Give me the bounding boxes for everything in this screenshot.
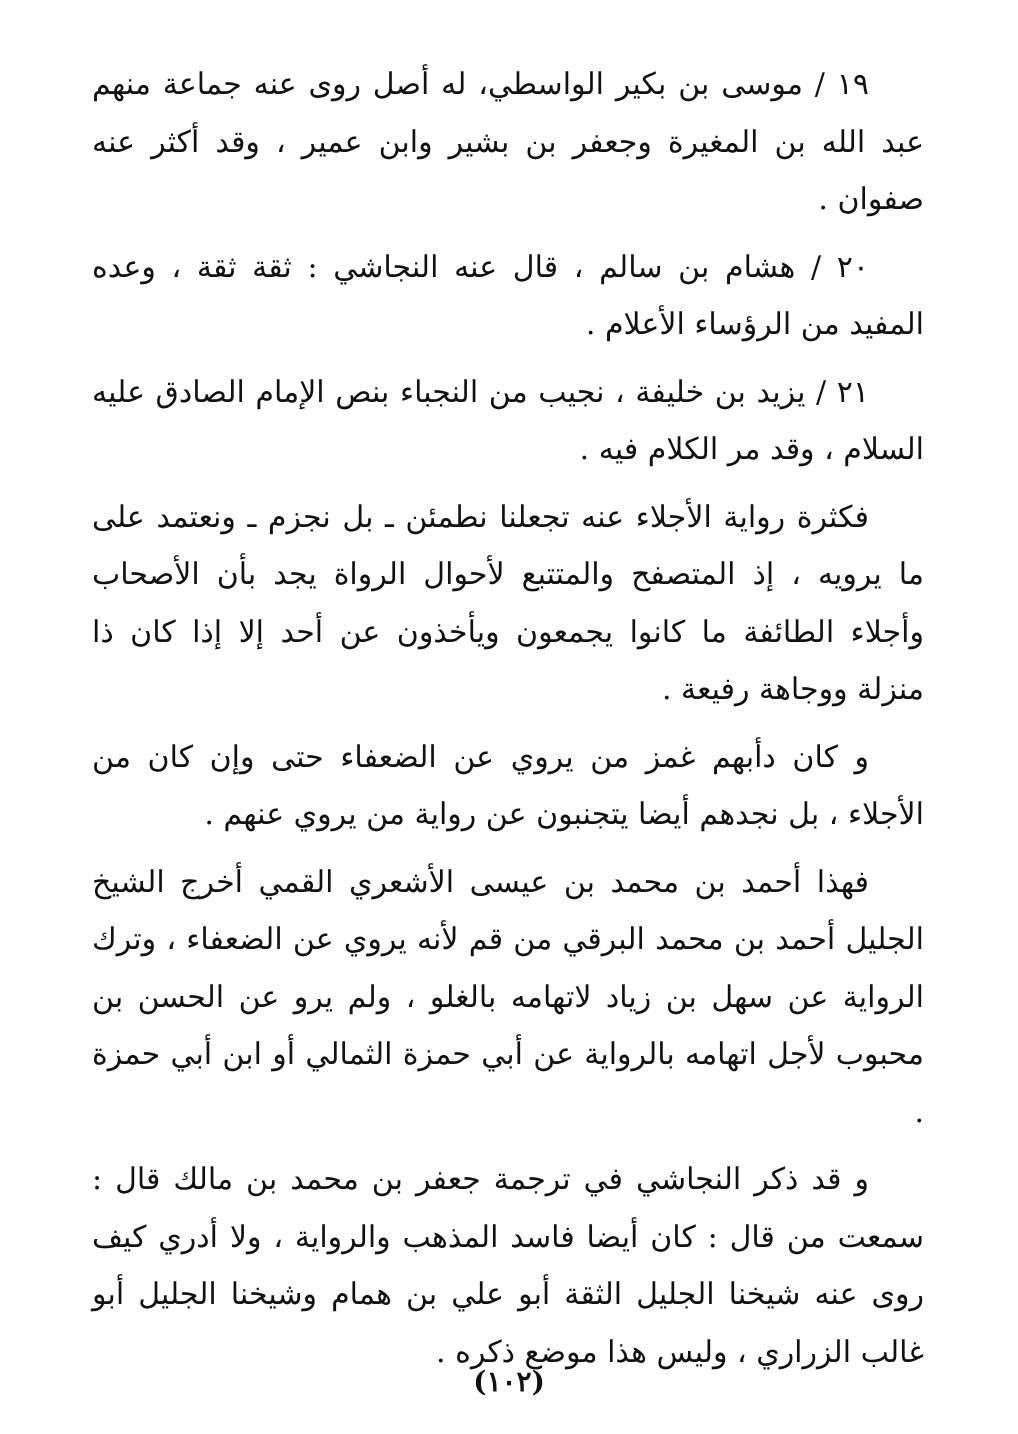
paragraph-entry-19: ١٩ / موسى بن بكير الواسطي، له أصل روى عنه جماعة منهم عبد الله بن المغيرة وجعفر بن بشير وابن عمير ، وقد أكثر عنه صفوان .: [92, 67, 924, 217]
paragraph-narration-reliability: فكثرة رواية الأجلاء عنه تجعلنا نطمئن ـ بل نجزم ـ ونعتمد على ما يرويه ، إذ المتصفح والمتتبع لأحوال الرواة يجد بأن الأصحاب وأجلاء الطائفة ما كانوا يجمعون ويأخذون عن أحد إلا إذا كان ذا منزلة ووجاهة رفيعة .: [92, 499, 924, 707]
paragraph-weak-narrators: و كان دأبهم غمز من يروي عن الضعفاء حتى وإن كان من الأجلاء ، بل نجدهم أيضا يتجنبون عن رواية من يروي عنهم .: [92, 739, 924, 832]
paragraph-entry-20: ٢٠ / هشام بن سالم ، قال عنه النجاشي : ثقة ثقة ، وعده المفيد من الرؤساء الأعلام .: [92, 249, 924, 342]
page-body: [92, 56, 924, 1391]
paragraph-najashi-note: و قد ذكر النجاشي في ترجمة جعفر بن محمد بن مالك قال : سمعت من قال : كان أيضا فاسد المذهب والرواية ، ولا أدري كيف روى عنه شيخنا الجليل الثقة أبو علي بن همام وشيخنا الجليل أبو غالب الزراري ، وليس هذا موضع ذكره .: [92, 1162, 924, 1370]
paragraph-ahmad-ibn-isa: فهذا أحمد بن محمد بن عيسى الأشعري القمي أخرج الشيخ الجليل أحمد بن محمد البرقي من قم لأنه يروي عن الضعفاء ، وترك الرواية عن سهل بن زياد لاتهامه بالغلو ، ولم يرو عن الحسن بن محبوب لأجل اتهامه بالرواية عن أبي حمزة الثمالي أو ابن أبي حمزة .: [92, 864, 924, 1130]
paragraph-entry-21: ٢١ / يزيد بن خليفة ، نجيب من النجباء بنص الإمام الصادق عليه السلام ، وقد مر الكلام فيه .: [92, 374, 924, 467]
page-number: (١٠٢): [473, 1365, 545, 1398]
